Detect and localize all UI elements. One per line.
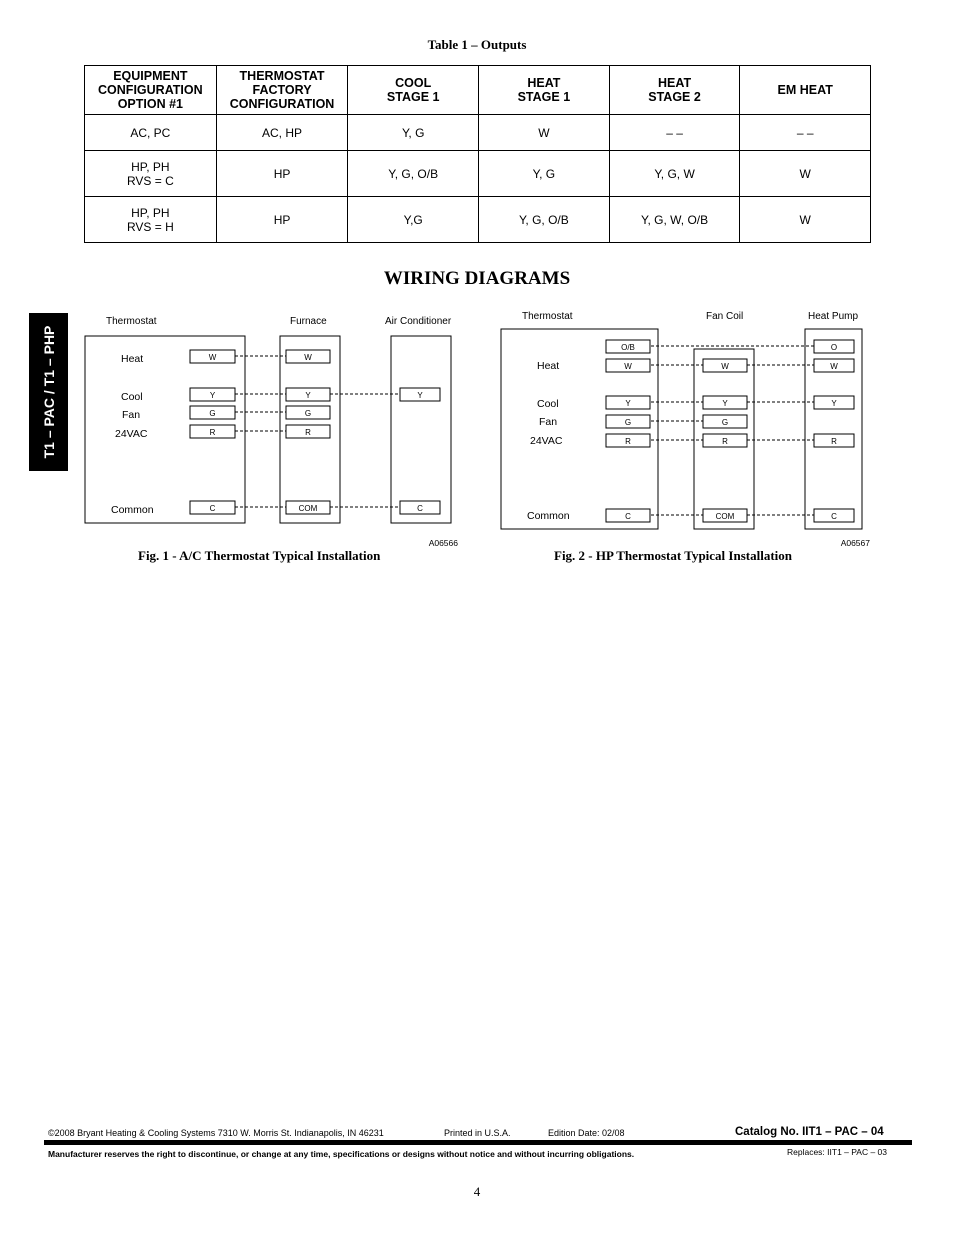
table-cell: Y, G, W, O/B — [609, 197, 740, 243]
table-cell: Y, G, O/B — [348, 151, 479, 197]
fig1-device-furnace: Furnace — [290, 316, 327, 327]
table-row — [85, 115, 871, 151]
fig1-device-ac: Air Conditioner — [385, 316, 452, 327]
fig1-thermostat-terminals — [190, 350, 235, 514]
header-thermostat-factory-config: THERMOSTAT FACTORY CONFIGURATION — [216, 66, 348, 115]
terminal: Y — [722, 399, 728, 408]
fig1-label-common: Common — [111, 504, 154, 516]
fig2-device-heatpump: Heat Pump — [808, 311, 859, 322]
terminal: W — [304, 353, 312, 362]
fig2-label-24vac: 24VAC — [530, 435, 563, 447]
fig2-device-fancoil: Fan Coil — [706, 311, 744, 322]
footer-copyright: ©2008 Bryant Heating & Cooling Systems 7310 W. Morris St. Indianapolis, IN 46231 — [48, 1128, 384, 1138]
footer-replaces: Replaces: IIT1 – PAC – 03 — [787, 1147, 888, 1157]
table-cell: W — [479, 115, 610, 151]
terminal: O/B — [621, 343, 635, 352]
footer-edition-date: Edition Date: 02/08 — [548, 1128, 625, 1138]
header-equipment-config: EQUIPMENT CONFIGURATION OPTION #1 — [85, 66, 217, 115]
footer-divider — [44, 1140, 912, 1145]
fig2-label-common: Common — [527, 510, 570, 522]
terminal: R — [625, 437, 631, 446]
fig1-label-heat: Heat — [121, 353, 144, 365]
terminal: G — [304, 409, 312, 418]
table-cell: Y, G — [479, 151, 610, 197]
terminal: Y — [209, 391, 216, 400]
fig1-diagram — [80, 308, 460, 548]
terminal: G — [624, 418, 632, 427]
terminal: Y — [831, 399, 837, 408]
fig2-fancoil-terminals — [703, 359, 747, 522]
table-cell: Y, G — [348, 115, 479, 151]
table-cell: AC, PC — [85, 115, 217, 151]
wiring-diagrams-title: WIRING DIAGRAMS — [383, 268, 571, 289]
table-row — [85, 151, 871, 197]
terminal: COM — [298, 504, 318, 513]
table-cell: HP — [216, 151, 348, 197]
fig2-label-cool: Cool — [537, 398, 559, 410]
fig2-diagram — [496, 303, 874, 548]
terminal: Y — [305, 391, 311, 400]
header-em-heat: EM HEAT — [740, 66, 871, 115]
table-cell: – – — [609, 115, 740, 151]
terminal: W — [721, 362, 729, 371]
table-cell: – – — [740, 115, 871, 151]
table-cell: W — [740, 151, 871, 197]
fig2-code: A06567 — [840, 538, 870, 548]
footer-disclaimer: Manufacturer reserves the right to discontinue, or change at any time, specifications or designs without notice and without incurring obligations. — [48, 1149, 635, 1159]
terminal: G — [209, 409, 216, 418]
terminal: R — [305, 428, 311, 437]
fig1-label-24vac: 24VAC — [115, 428, 148, 440]
table-cell: Y, G, O/B — [479, 197, 610, 243]
fig1-label-fan: Fan — [122, 409, 141, 421]
table-cell: HP — [216, 197, 348, 243]
footer-catalog-number: Catalog No. IIT1 – PAC – 04 — [735, 1126, 884, 1138]
table-cell: HP, PH RVS = C — [85, 151, 217, 197]
fig1-furnace-terminals — [286, 350, 330, 514]
table-header-row — [85, 66, 871, 115]
footer-printed: Printed in U.S.A. — [444, 1128, 511, 1138]
terminal: C — [417, 504, 423, 513]
terminal: COM — [715, 512, 735, 521]
fig2-label-fan: Fan — [539, 416, 558, 428]
fig2-caption: Fig. 2 - HP Thermostat Typical Installation — [554, 548, 792, 563]
outputs-table — [84, 65, 871, 243]
fig2-device-thermostat: Thermostat — [522, 311, 573, 322]
fig2-thermostat-terminals — [606, 340, 650, 522]
fig2-heatpump-terminals — [814, 340, 854, 522]
terminal: Y — [417, 391, 423, 400]
fig2-label-heat: Heat — [537, 360, 560, 372]
fig1-code: A06566 — [428, 538, 458, 548]
table-cell: W — [740, 197, 871, 243]
header-heat-stage-1: HEAT STAGE 1 — [479, 66, 610, 115]
page-number: 4 — [473, 1184, 481, 1199]
fig1-ac-box — [391, 336, 451, 523]
table-cell: AC, HP — [216, 115, 348, 151]
terminal: W — [208, 353, 217, 362]
fig1-label-cool: Cool — [121, 391, 143, 403]
table-cell: Y, G, W — [609, 151, 740, 197]
terminal: C — [625, 512, 631, 521]
table-caption: Table 1 – Outputs — [427, 37, 527, 52]
terminal: R — [722, 437, 728, 446]
header-heat-stage-2: HEAT STAGE 2 — [609, 66, 740, 115]
side-tab-label: T1 – PAC / T1 – PHP — [40, 325, 57, 459]
terminal: R — [831, 437, 837, 446]
table-row — [85, 197, 871, 243]
table-cell: Y,G — [348, 197, 479, 243]
terminal: W — [624, 362, 632, 371]
fig1-device-thermostat: Thermostat — [106, 316, 157, 327]
side-tab — [29, 313, 68, 471]
terminal: C — [831, 512, 837, 521]
terminal: Y — [625, 399, 631, 408]
fig1-ac-terminals — [400, 388, 440, 514]
terminal: C — [209, 504, 216, 513]
terminal: G — [721, 418, 729, 427]
terminal: R — [209, 428, 216, 437]
header-cool-stage-1: COOL STAGE 1 — [348, 66, 479, 115]
fig1-caption: Fig. 1 - A/C Thermostat Typical Installation — [138, 548, 381, 563]
terminal: W — [830, 362, 838, 371]
terminal: O — [830, 343, 838, 352]
table-cell: HP, PH RVS = H — [85, 197, 217, 243]
